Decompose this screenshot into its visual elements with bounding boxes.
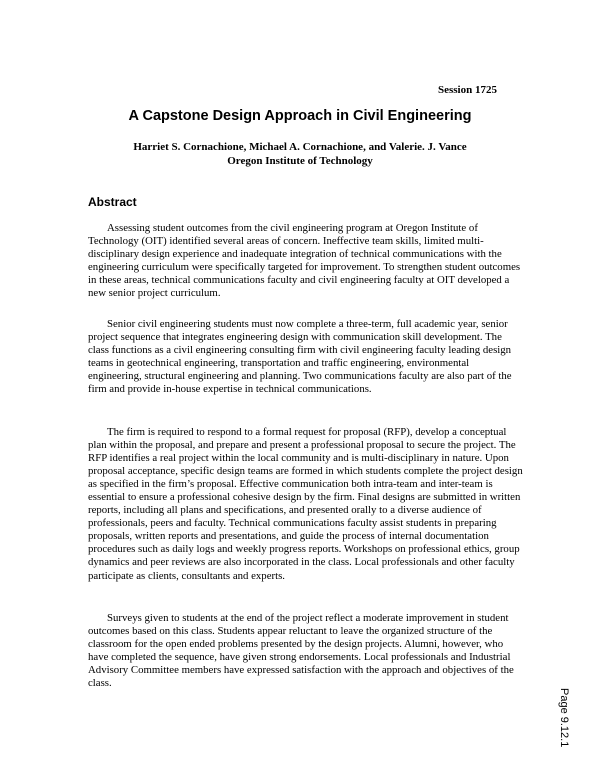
author-affiliation: Oregon Institute of Technology [227, 155, 373, 167]
author-names: Harriet S. Cornachione, Michael A. Cornachione, and Valerie. J. Vance [133, 141, 467, 153]
page-number: Page 9.12.1 [558, 688, 570, 748]
abstract-paragraph-4: Surveys given to students at the end of the project reflect a moderate improvement in student outcomes based on this class. Students appear reluctant to leave the organized structure of the classroom for the open ended problems presented by the design projects. Alumni, however, who have completed the sequence, have given strong endorsements. Local professionals and Industrial Advisory Committee members have expressed satisfaction with the approach and objectives of the class. [88, 612, 514, 690]
abstract-paragraph-3: The firm is required to respond to a formal request for proposal (RFP), develop a conceptual plan within the proposal, and prepare and present a professional proposal to secure the project. The RFP identifies a real project within the local community and is multi-disciplinary in nature. Upon proposal acceptance, specific design teams are formed in which students complete the project design as specified in the firm’s proposal. Effective communication both intra-team and inter-team is essential to ensure a professional cohesive design by the firm. Final designs are submitted in written reports, including all plans and specifications, and presented orally to a diverse audience of professionals, peers and faculty. Technical communications faculty assist students in preparing proposals, written reports and presentations, and guide the process of internal documentation procedures such as daily logs and weekly progress reports. Workshops on professional ethics, group dynamics and peer reviews are also incorporated in the class. Local professionals and other faculty participate as clients, consultants and experts. [88, 426, 523, 582]
paper-title: A Capstone Design Approach in Civil Engineering [128, 108, 472, 124]
session-label: Session 1725 [438, 84, 497, 96]
abstract-paragraph-2: Senior civil engineering students must now complete a three-term, full academic year, senior project sequence that integrates engineering design with communication skill development. The class functions as a civil engineering consulting firm with civil engineering faculty leading design teams in geotechnical engineering, transportation and traffic engineering, environmental engineering, structural engineering and planning. Two communications faculty are also part of the firm and provide in-house expertise in technical communications. [88, 318, 512, 396]
author-block [0, 140, 600, 168]
abstract-paragraph-1: Assessing student outcomes from the civil engineering program at Oregon Institute of Technology (OIT) identified several areas of concern. Ineffective team skills, limited multi-disciplinary design experience and inadequate integration of technical communications with the engineering curriculum were specifically targeted for improvement. To strengthen student outcomes in these areas, technical communications faculty and civil engineering faculty at OIT developed a new senior project curriculum. [88, 222, 521, 300]
abstract-heading: Abstract [88, 195, 137, 209]
